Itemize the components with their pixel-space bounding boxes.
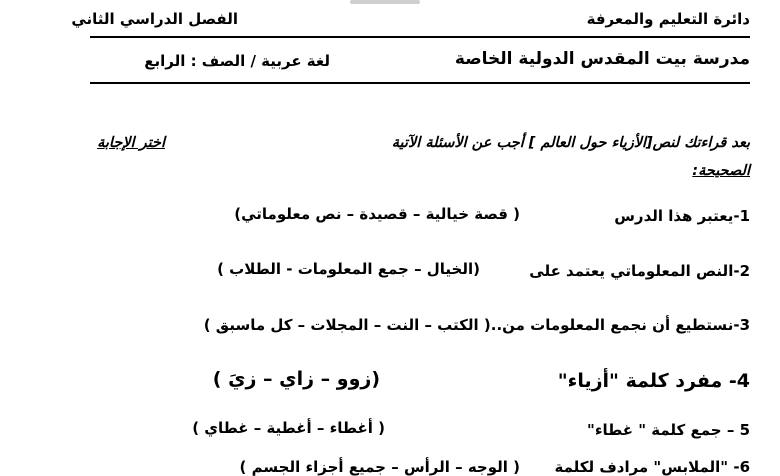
question-3-stem: 3-نستطيع أن نجمع المعلومات من..( الكتب – النت – المجلات – كل ماسبق ) (203, 316, 750, 334)
header-divider-top (90, 36, 750, 38)
question-4-stem: 4- مفرد كلمة "أزياء" (557, 370, 750, 392)
scan-mark (350, 0, 420, 4)
question-1-options: ( قصة خيالية – قصيدة – نص معلوماتي) (234, 205, 520, 223)
question-2-stem: 2-النص المعلوماتي يعتمد على (529, 262, 750, 280)
question-5-options: ( أغطاء – أغطية – غطاي ) (192, 419, 385, 437)
question-4-options: (زوو – زاي – زيَ ) (212, 368, 380, 390)
choose-answer-label: اختر الإجابة (97, 135, 165, 151)
question-6-stem: 6- "الملابس" مرادف لكلمة (554, 458, 750, 476)
header-divider-bottom (90, 82, 750, 84)
question-1-stem: 1-يعتبر هذا الدرس (614, 207, 750, 225)
semester-label: الفصل الدراسي الثاني (71, 10, 238, 28)
directorate-label: دائرة التعليم والمعرفة (586, 10, 750, 28)
school-name: مدرسة بيت المقدس الدولية الخاصة (454, 49, 750, 69)
choose-answer-label-cont: الصحيحة: (692, 163, 750, 179)
question-2-options: (الخيال – جمع المعلومات - الطلاب ) (217, 260, 480, 278)
question-5-stem: 5 – جمع كلمة " غطاء" (587, 421, 750, 439)
question-6-options: ( الوجه – الرأس – جميع أجزاء الجسم ) (239, 458, 520, 476)
instructions-text: بعد قراءتك لنص[الأزياء حول العالم ] أجب عن الأسئلة الآتية (391, 135, 750, 151)
subject-grade: لغة عربية / الصف : الرابع (144, 52, 330, 70)
